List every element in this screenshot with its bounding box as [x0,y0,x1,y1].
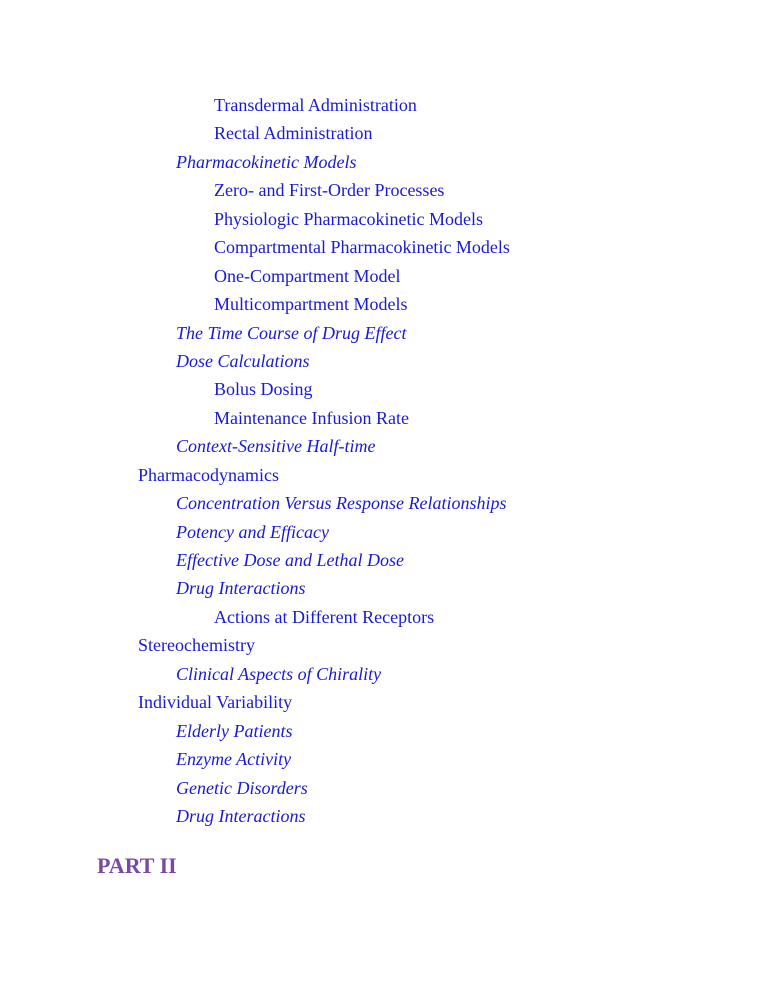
toc-entry-level-3[interactable]: One-Compartment Model [214,265,401,286]
toc-entry-level-2[interactable]: Genetic Disorders [176,777,308,798]
toc-entry-level-2[interactable]: Concentration Versus Response Relationships [176,493,507,514]
toc-entry-level-2[interactable]: Context-Sensitive Half-time [176,436,376,457]
toc-entry-level-3[interactable]: Zero- and First-Order Processes [214,180,445,201]
toc-entry-level-2[interactable]: The Time Course of Drug Effect [176,322,407,343]
toc-entry-level-2[interactable]: Enzyme Activity [176,749,292,770]
toc-entry-level-3[interactable]: Compartmental Pharmacokinetic Models [214,237,510,258]
toc-entry-level-3[interactable]: Transdermal Administration [214,95,417,115]
toc-entry-level-2[interactable]: Effective Dose and Lethal Dose [176,550,404,570]
toc-entry-level-3[interactable]: Maintenance Infusion Rate [214,407,409,428]
toc-entry-level-3[interactable]: Actions at Different Receptors [214,606,435,627]
toc-entry-level-3[interactable]: Multicompartment Models [214,294,408,315]
toc-entry-level-3[interactable]: Bolus Dosing [214,379,313,400]
toc-entry-level-1[interactable]: Stereochemistry [138,635,255,656]
toc-entry-level-3[interactable]: Physiologic Pharmacokinetic Models [214,208,483,229]
toc-entry-level-2[interactable]: Potency and Efficacy [176,521,329,542]
toc-entry-level-2[interactable]: Drug Interactions [176,805,306,826]
toc-entry-level-2[interactable]: Elderly Patients [176,720,293,741]
toc-entry-level-2[interactable]: Pharmacokinetic Models [176,151,357,172]
toc-entry-level-1[interactable]: Individual Variability [138,692,293,713]
part-heading: PART II [97,853,177,878]
toc-entry-level-2[interactable]: Dose Calculations [176,350,310,371]
toc-entry-level-2[interactable]: Drug Interactions [176,578,306,599]
toc-entry-level-3[interactable]: Rectal Administration [214,123,373,144]
toc-entry-level-2[interactable]: Clinical Aspects of Chirality [176,663,382,684]
table-of-contents [0,91,772,830]
toc-entry-level-1[interactable]: Pharmacodynamics [138,464,279,485]
